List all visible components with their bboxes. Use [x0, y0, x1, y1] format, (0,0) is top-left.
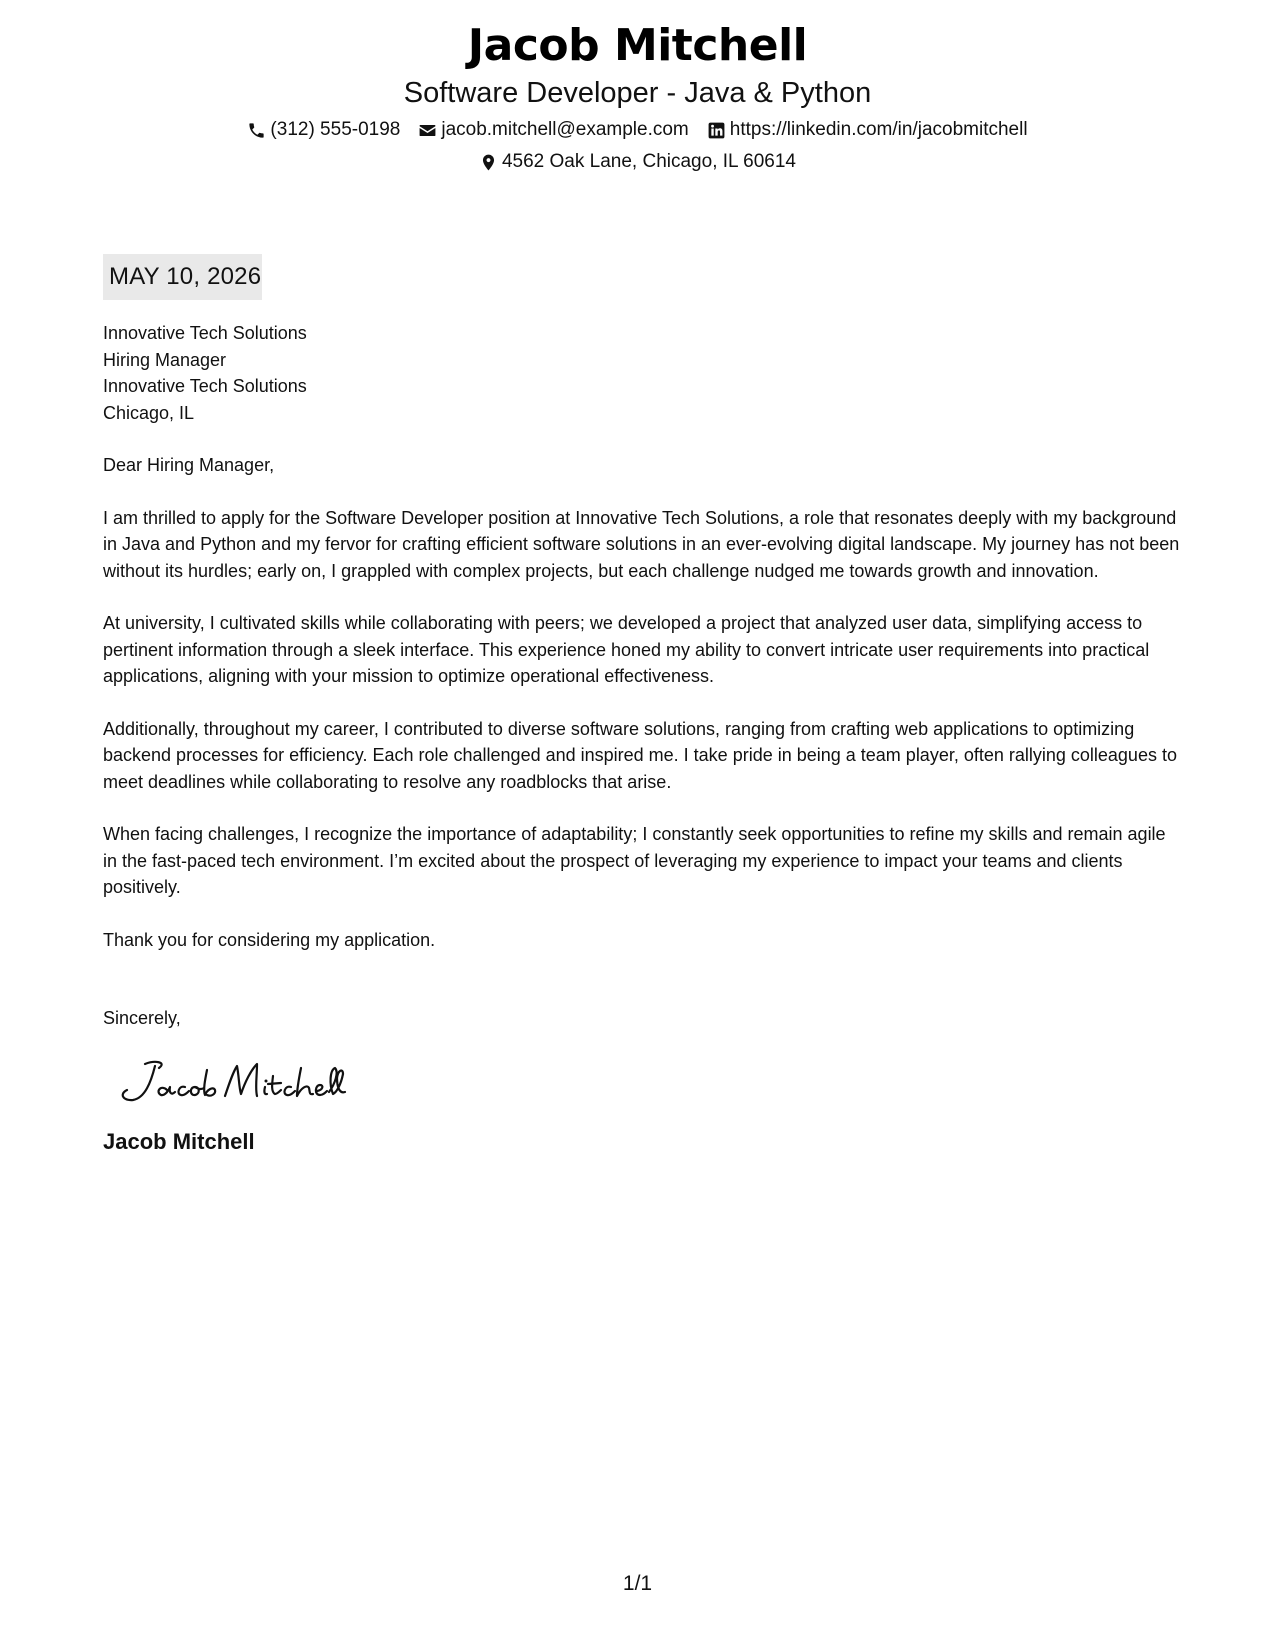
recipient-location: Chicago, IL	[103, 402, 195, 423]
recipient-block	[103, 320, 1183, 426]
body-paragraph-5: Thank you for considering my application.	[103, 929, 436, 950]
letter-header	[0, 18, 1275, 175]
salutation: Dear Hiring Manager,	[103, 455, 275, 475]
recipient-organization: Innovative Tech Solutions	[103, 376, 307, 396]
handwritten-signature	[115, 1054, 1183, 1114]
recipient-company: Innovative Tech Solutions	[103, 323, 307, 343]
letter-date: MAY 10, 2026	[103, 254, 262, 300]
letter-body	[103, 254, 1183, 1156]
map-marker-icon	[479, 153, 498, 172]
address-text: 4562 Oak Lane, Chicago, IL 60614	[501, 151, 797, 172]
phone-icon	[247, 121, 266, 140]
linkedin-link[interactable]: https://linkedin.com/in/jacobmitchell	[729, 119, 1028, 140]
signer-name: Jacob Mitchell	[103, 1128, 255, 1154]
contact-email	[418, 117, 688, 143]
contact-phone	[247, 117, 400, 143]
body-paragraph-2: At university, I cultivated skills while collaborating with peers; we developed a project that analyzed user data, simplifying access to pertinent information through a sleek interface. This experience honed my ability to convert intricate user requirements into practical applications, aligning with your mission to optimize operational effectiveness.	[103, 613, 1150, 686]
contact-address	[479, 149, 796, 175]
body-paragraph-3: Additionally, throughout my career, I contributed to diverse software solutions, ranging from crafting web applications to optimizing backend processes for efficiency. Each role challenged and inspired me. I take pride in being a team player, often rallying colleagues to meet deadlines while collaborating to resolve any roadblocks that arise.	[103, 718, 1177, 792]
email-link[interactable]: jacob.mitchell@example.com	[441, 119, 689, 140]
body-paragraph-4: When facing challenges, I recognize the importance of adaptability; I constantly seek opportunities to refine my skills and remain agile in the fast-paced tech environment. I’m excited about the prospect of leveraging my experience to impact your teams and clients positively.	[103, 824, 1166, 897]
body-paragraph-1: I am thrilled to apply for the Software Developer position at Innovative Tech Solutions, a role that resonates deeply with my background in Java and Python and my fervor for crafting efficient software solutions in an ever-evolving digital landscape. My journey has not been without its hurdles; early on, I grappled with complex projects, but each challenge nudged me towards growth and innovation.	[103, 507, 1180, 581]
envelope-icon	[418, 121, 437, 140]
contact-linkedin	[707, 117, 1028, 143]
linkedin-icon	[707, 121, 726, 140]
phone-text: (312) 555-0198	[270, 119, 401, 140]
recipient-name: Hiring Manager	[103, 349, 227, 370]
closing: Sincerely,	[103, 1008, 181, 1028]
page-number: 1/1	[622, 1572, 653, 1595]
applicant-name: Jacob Mitchell	[467, 20, 808, 71]
applicant-title: Software Developer - Java & Python	[403, 77, 872, 109]
contact-row	[0, 117, 1275, 143]
address-row	[0, 149, 1275, 175]
